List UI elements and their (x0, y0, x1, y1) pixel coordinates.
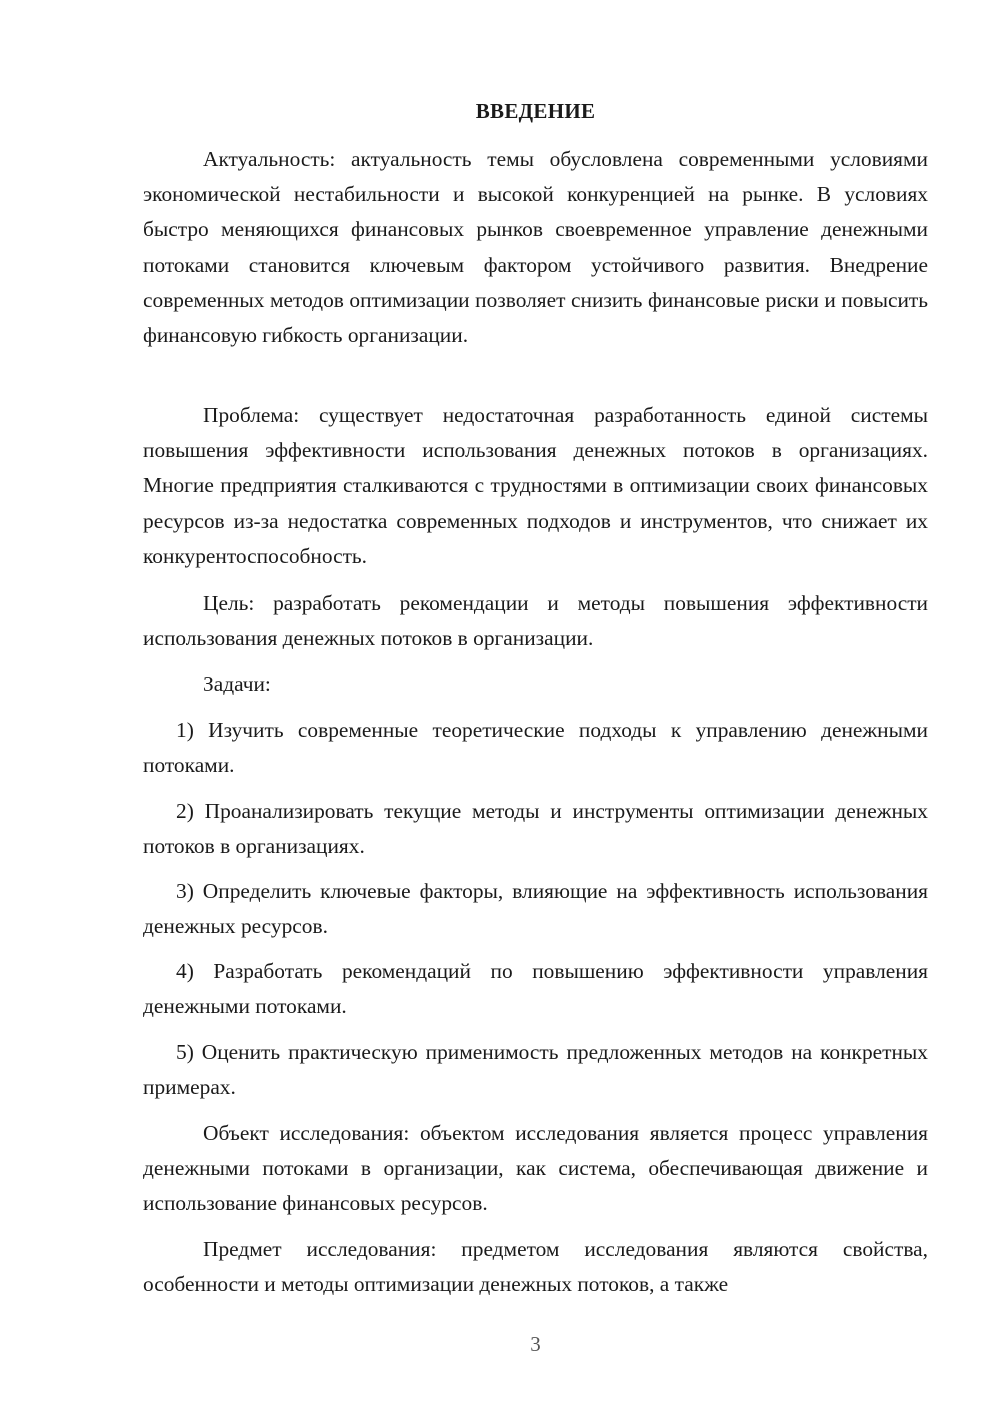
paragraph-goal: Цель: разработать рекомендации и методы повышения эффективности использования денежных потоков в организации. (143, 591, 928, 651)
paragraph-relevance: Актуальность: актуальность темы обусловлена современными условиями экономической нестабильности и высокой конкуренцией на рынке. В условиях быстро меняющихся финансовых рынков своевременное управление денежными потоками становится ключевым фактором устойчивого развития. Внедрение современных методов оптимизации позволяет снизить финансовые риски и повысить финансовую гибкость организации. (143, 147, 928, 348)
section-title: ВВЕДЕНИЕ (475, 99, 596, 123)
task-item-1: 1) Изучить современные теоретические подходы к управлению денежными потоками. (143, 718, 928, 778)
paragraph-object: Объект исследования: объектом исследования является процесс управления денежными потоками в организации, как система, обеспечивающая движение и использование финансовых ресурсов. (143, 1121, 928, 1216)
paragraph-subject: Предмет исследования: предметом исследования являются свойства, особенности и методы оптимизации денежных потоков, а также (143, 1237, 928, 1297)
paragraph-problem: Проблема: существует недостаточная разработанность единой системы повышения эффективности использования денежных потоков в организациях. Многие предприятия сталкиваются с трудностями в оптимизации своих финансовых ресурсов из-за недостатка современных подходов и инструментов, что снижает их конкурентоспособность. (143, 403, 928, 568)
paragraph-tasks-heading: Задачи: (203, 672, 271, 696)
task-item-5: 5) Оценить практическую применимость предложенных методов на конкретных примерах. (143, 1040, 928, 1100)
task-item-3: 3) Определить ключевые факторы, влияющие на эффективность использования денежных ресурсов. (143, 879, 928, 939)
page-number: 3 (530, 1332, 541, 1356)
task-item-4: 4) Разработать рекомендаций по повышению эффективности управления денежными потоками. (143, 959, 928, 1019)
task-item-2: 2) Проанализировать текущие методы и инструменты оптимизации денежных потоков в организациях. (143, 799, 928, 859)
